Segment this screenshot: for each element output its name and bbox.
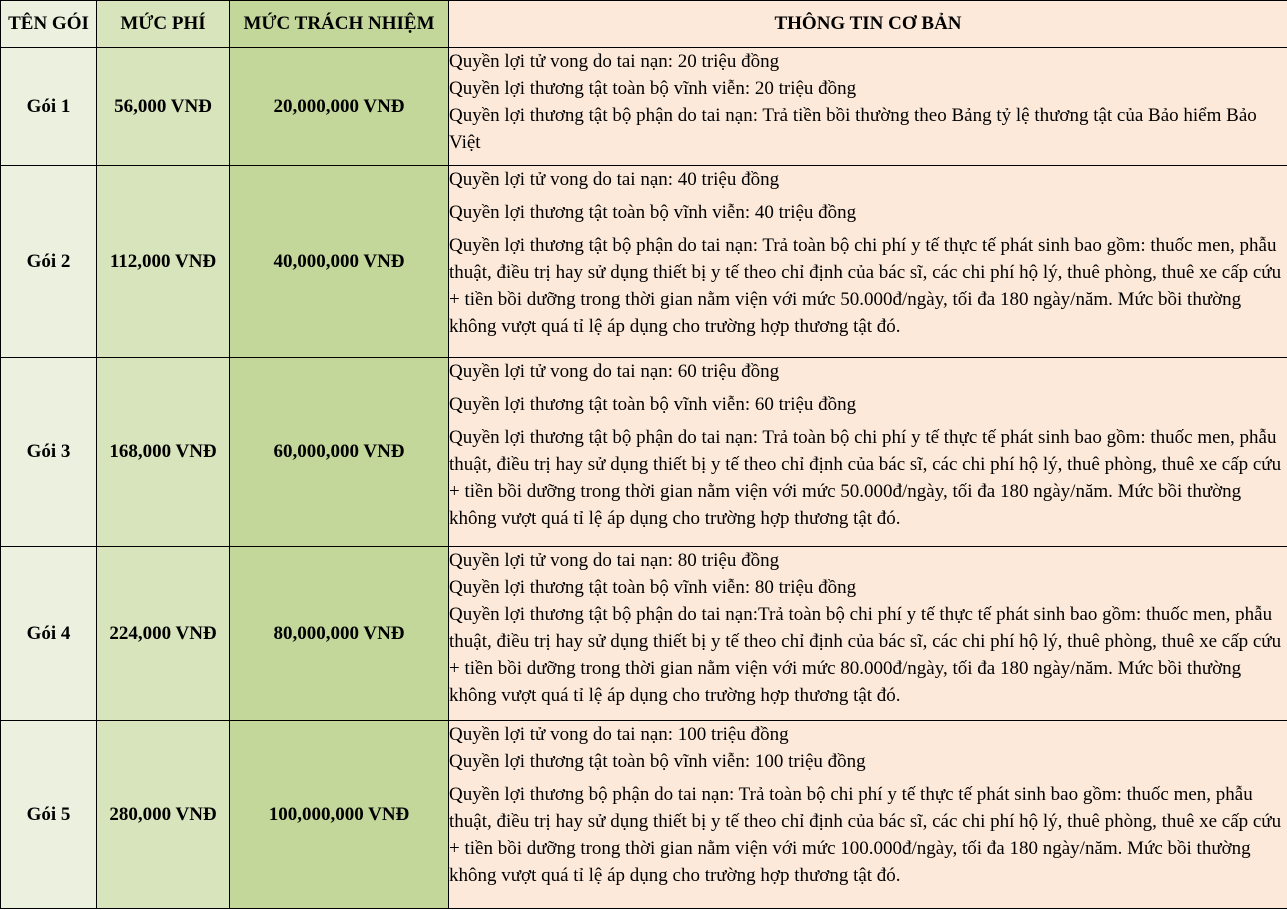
package-name: Gói 1 — [1, 48, 97, 166]
package-fee: 280,000 VNĐ — [97, 721, 230, 909]
info-line: Quyền lợi tử vong do tai nạn: 20 triệu đồng — [449, 51, 780, 72]
info-line: Quyền lợi thương tật toàn bộ vĩnh viễn: 40 triệu đồng — [449, 202, 857, 223]
package-liability: 80,000,000 VNĐ — [230, 547, 449, 721]
table-row — [1, 48, 1287, 166]
package-name: Gói 5 — [1, 721, 97, 909]
info-line: Quyền lợi tử vong do tai nạn: 80 triệu đồng — [449, 550, 780, 571]
table-row — [1, 721, 1287, 909]
info-line: Quyền lợi thương tật toàn bộ vĩnh viễn: 20 triệu đồng — [449, 78, 857, 99]
package-info — [449, 721, 1287, 909]
header-package-name: TÊN GÓI — [1, 1, 97, 48]
info-line: Quyền lợi thương tật bộ phận do tai nạn: Trả toàn bộ chi phí y tế thực tế phát sinh bao gồm: thuốc men, phẫu thuật, điều trị hay sử dụng thiết bị y tế theo chỉ định của bác sĩ, các chi phí hộ lý, thuê phòng, thuê xe cấp cứu + tiền bồi dưỡng trong thời gian nằm viện với mức 50.000đ/ngày, tối đa 180 ngày/năm. Mức bồi thường không vượt quá tỉ lệ áp dụng cho trường hợp thương tật đó. — [449, 235, 1282, 337]
header-basic-info: THÔNG TIN CƠ BẢN — [449, 1, 1287, 48]
table-row — [1, 166, 1287, 358]
package-fee: 224,000 VNĐ — [97, 547, 230, 721]
info-line: Quyền lợi thương tật bộ phận do tai nạn: Trả toàn bộ chi phí y tế thực tế phát sinh bao gồm: thuốc men, phẫu thuật, điều trị hay sử dụng thiết bị y tế theo chỉ định của bác sĩ, các chi phí hộ lý, thuê phòng, thuê xe cấp cứu + tiền bồi dưỡng trong thời gian nằm viện với mức 50.000đ/ngày, tối đa 180 ngày/năm. Mức bồi thường không vượt quá tỉ lệ áp dụng cho trường hợp thương tật đó. — [449, 427, 1282, 529]
package-liability: 60,000,000 VNĐ — [230, 358, 449, 547]
package-info — [449, 166, 1287, 358]
package-liability: 40,000,000 VNĐ — [230, 166, 449, 358]
package-name: Gói 4 — [1, 547, 97, 721]
package-info — [449, 358, 1287, 547]
info-line: Quyền lợi thương bộ phận do tai nạn: Trả toàn bộ chi phí y tế thực tế phát sinh bao gồm: thuốc men, phẫu thuật, điều trị hay sử dụng thiết bị y tế theo chỉ định của bác sĩ, các chi phí hộ lý, thuê phòng, thuê xe cấp cứu + tiền bồi dưỡng trong thời gian nằm viện với mức 100.000đ/ngày, tối đa 180 ngày/năm. Mức bồi thường không vượt quá tỉ lệ áp dụng cho trường hợp thương tật đó. — [449, 784, 1282, 886]
info-line: Quyền lợi thương tật toàn bộ vĩnh viễn: 100 triệu đồng — [449, 751, 866, 772]
header-fee: MỨC PHÍ — [97, 1, 230, 48]
package-fee: 168,000 VNĐ — [97, 358, 230, 547]
package-info — [449, 547, 1287, 721]
info-line: Quyền lợi tử vong do tai nạn: 60 triệu đồng — [449, 361, 780, 382]
header-liability: MỨC TRÁCH NHIỆM — [230, 1, 449, 48]
table-row — [1, 358, 1287, 547]
info-line: Quyền lợi tử vong do tai nạn: 40 triệu đồng — [449, 169, 780, 190]
package-fee: 112,000 VNĐ — [97, 166, 230, 358]
package-name: Gói 2 — [1, 166, 97, 358]
package-liability: 100,000,000 VNĐ — [230, 721, 449, 909]
info-line: Quyền lợi thương tật toàn bộ vĩnh viễn: 80 triệu đồng — [449, 577, 857, 598]
table-row — [1, 547, 1287, 721]
info-line: Quyền lợi thương tật toàn bộ vĩnh viễn: 60 triệu đồng — [449, 394, 857, 415]
info-line: Quyền lợi tử vong do tai nạn: 100 triệu đồng — [449, 724, 789, 745]
info-line: Quyền lợi thương tật bộ phận do tai nạn:Trả toàn bộ chi phí y tế thực tế phát sinh bao gồm: thuốc men, phẫu thuật, điều trị hay sử dụng thiết bị y tế theo chỉ định của bác sĩ, các chi phí hộ lý, thuê phòng, thuê xe cấp cứu + tiền bồi dưỡng trong thời gian nằm viện với mức 80.000đ/ngày, tối đa 180 ngày/năm. Mức bồi thường không vượt quá tỉ lệ áp dụng cho trường hợp thương tật đó. — [449, 604, 1282, 706]
package-info — [449, 48, 1287, 166]
package-fee: 56,000 VNĐ — [97, 48, 230, 166]
package-name: Gói 3 — [1, 358, 97, 547]
header-row — [1, 1, 1287, 48]
info-line: Quyền lợi thương tật bộ phận do tai nạn: Trả tiền bồi thường theo Bảng tỷ lệ thương tật của Bảo hiểm Bảo Việt — [449, 105, 1257, 153]
package-liability: 20,000,000 VNĐ — [230, 48, 449, 166]
